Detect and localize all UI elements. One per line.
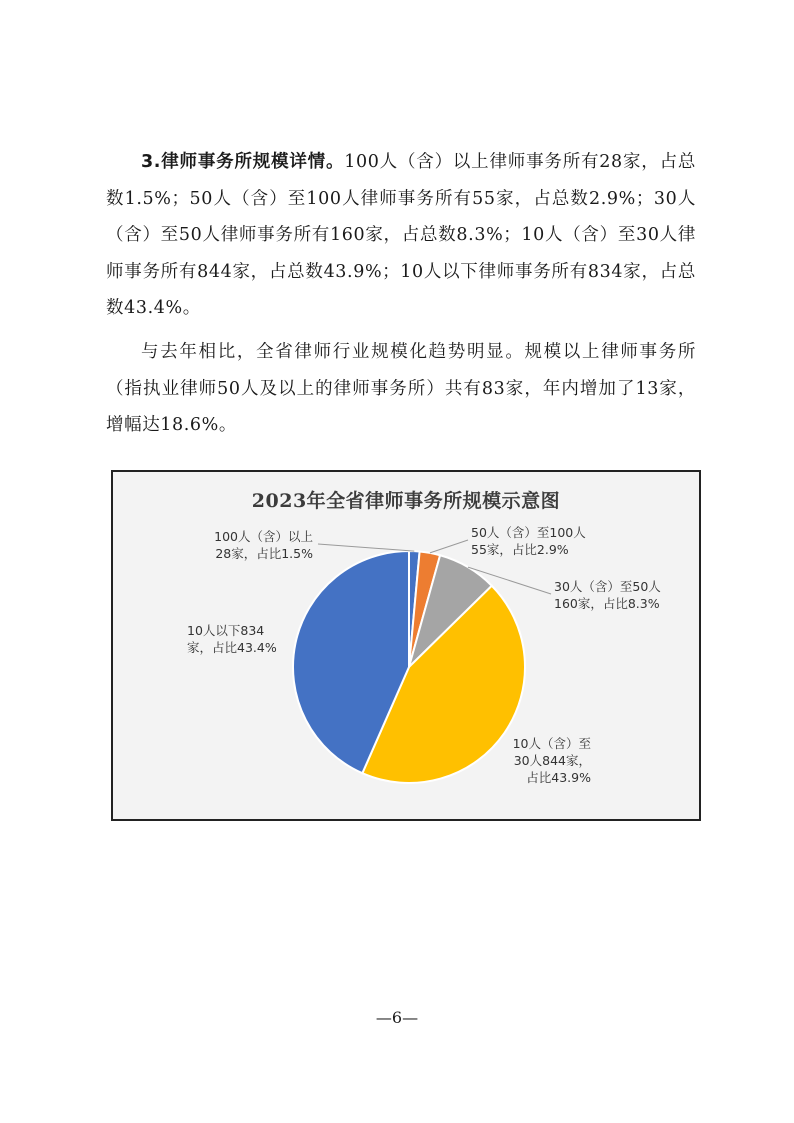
label-50-100-line1: 50人（含）至100人 [471, 525, 586, 540]
page-number: —6— [375, 1008, 419, 1027]
paragraph-text: 100人（含）以上律师事务所有28家，占总数1.5%；50人（含）至100人律师事务所有55家，占总数2.9%；30人（含）至50人律师事务所有160家，占总数8.3%；10人（含）至30人律师事务所有844家，占总数43.9%；10人以下律师事务所有834家，占总数43.4%。 [106, 152, 696, 318]
leader-line-100-plus [318, 544, 414, 551]
label-50-100 [471, 524, 586, 558]
label-under-10-line2: 家，占比43.4% [187, 640, 277, 655]
chart-title: 2023年全省律师事务所规模示意图 [251, 490, 561, 512]
pie-chart-figure [111, 470, 701, 821]
label-30-50-line2: 160家，占比8.3% [554, 596, 660, 611]
label-10-30-line3: 占比43.9% [526, 770, 591, 785]
label-under-10 [187, 622, 277, 656]
label-10-30 [493, 735, 591, 786]
label-10-30-line1: 10人（含）至 [512, 736, 591, 751]
paragraph-trend: 与去年相比，全省律师行业规模化趋势明显。规模以上律师事务所（指执业律师50人及以上的律师事务所）共有83家，年内增加了13家，增幅达18.6%。 [106, 342, 696, 435]
paragraph-scale-details [106, 144, 696, 327]
paragraph-lead: 3.律师事务所规模详情。 [141, 152, 345, 172]
label-30-50 [554, 578, 661, 612]
label-10-30-line2: 30人844家， [513, 753, 591, 768]
label-100-plus [183, 528, 313, 562]
leader-line-50-100 [430, 540, 468, 553]
label-100-plus-line2: 28家，占比1.5% [215, 546, 313, 561]
label-under-10-line1: 10人以下834 [187, 623, 265, 638]
label-30-50-line1: 30人（含）至50人 [554, 579, 661, 594]
label-100-plus-line1: 100人（含）以上 [214, 529, 313, 544]
label-50-100-line2: 55家，占比2.9% [471, 542, 569, 557]
